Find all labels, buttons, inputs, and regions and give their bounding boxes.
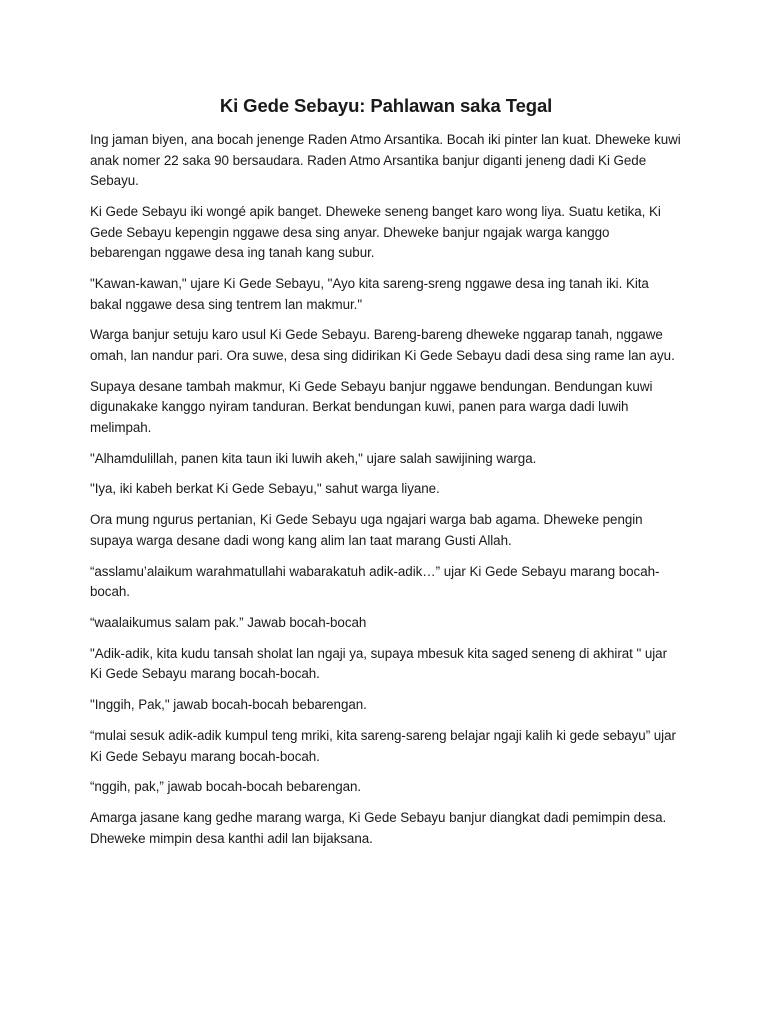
paragraph: "Adik-adik, kita kudu tansah sholat lan ngaji ya, supaya mbesuk kita saged seneng di akhirat " ujar Ki Gede Sebayu marang bocah-bocah. bbox=[90, 645, 667, 682]
paragraph: Ing jaman biyen, ana bocah jenenge Raden Atmo Arsantika. Bocah iki pinter lan kuat. Dheweke kuwi anak nomer 22 saka 90 bersaudara. Raden Atmo Arsantika banjur diganti jeneng dadi Ki Gede Sebayu. bbox=[90, 132, 681, 189]
paragraph: “nggih, pak,” jawab bocah-bocah bebarengan. bbox=[90, 779, 362, 795]
paragraph: Warga banjur setuju karo usul Ki Gede Sebayu. Bareng-bareng dheweke nggarap tanah, nggawe omah, lan nandur pari. Ora suwe, desa sing didirikan Ki Gede Sebayu dadi desa sing rame lan ayu. bbox=[90, 327, 675, 363]
paragraph: "Alhamdulillah, panen kita taun iki luwih akeh," ujare salah sawijining warga. bbox=[90, 450, 537, 466]
document-title: Ki Gede Sebayu: Pahlawan saka Tegal bbox=[219, 95, 553, 116]
paragraph: “mulai sesuk adik-adik kumpul teng mriki, kita sareng-sareng belajar ngaji kalih ki gede sebayu” ujar Ki Gede Sebayu marang bocah-bocah. bbox=[90, 727, 676, 764]
paragraph: "Inggih, Pak," jawab bocah-bocah bebarengan. bbox=[90, 697, 367, 713]
document-page bbox=[90, 92, 682, 859]
paragraph: "Kawan-kawan," ujare Ki Gede Sebayu, "Ayo kita sareng-sreng nggawe desa ing tanah iki. Kita bakal nggawe desa sing tentrem lan makmur." bbox=[90, 275, 649, 312]
paragraph: “asslamu’alaikum warahmatullahi wabarakatuh adik-adik…” ujar Ki Gede Sebayu marang bocah-bocah. bbox=[90, 563, 660, 600]
paragraph: Supaya desane tambah makmur, Ki Gede Sebayu banjur nggawe bendungan. Bendungan kuwi digunakake kanggo nyiram tanduran. Berkat bendungan kuwi, panen para warga dadi luwih melimpah. bbox=[90, 378, 653, 435]
paragraph: Ki Gede Sebayu iki wongé apik banget. Dheweke seneng banget karo wong liya. Suatu ketika, Ki Gede Sebayu kepengin nggawe desa sing anyar. Dheweke banjur ngajak warga kanggo bebarengan nggawe desa ing tanah kang subur. bbox=[90, 203, 661, 261]
paragraph: “waalaikumus salam pak.” Jawab bocah-bocah bbox=[90, 614, 367, 630]
paragraph: Amarga jasane kang gedhe marang warga, Ki Gede Sebayu banjur diangkat dadi pemimpin desa. Dheweke mimpin desa kanthi adil lan bijaksana. bbox=[90, 810, 667, 846]
paragraph: "Iya, iki kabeh berkat Ki Gede Sebayu," sahut warga liyane. bbox=[90, 481, 440, 497]
paragraph: Ora mung ngurus pertanian, Ki Gede Sebayu uga ngajari warga bab agama. Dheweke pengin supaya warga desane dadi wong kang alim lan taat marang Gusti Allah. bbox=[90, 512, 643, 548]
